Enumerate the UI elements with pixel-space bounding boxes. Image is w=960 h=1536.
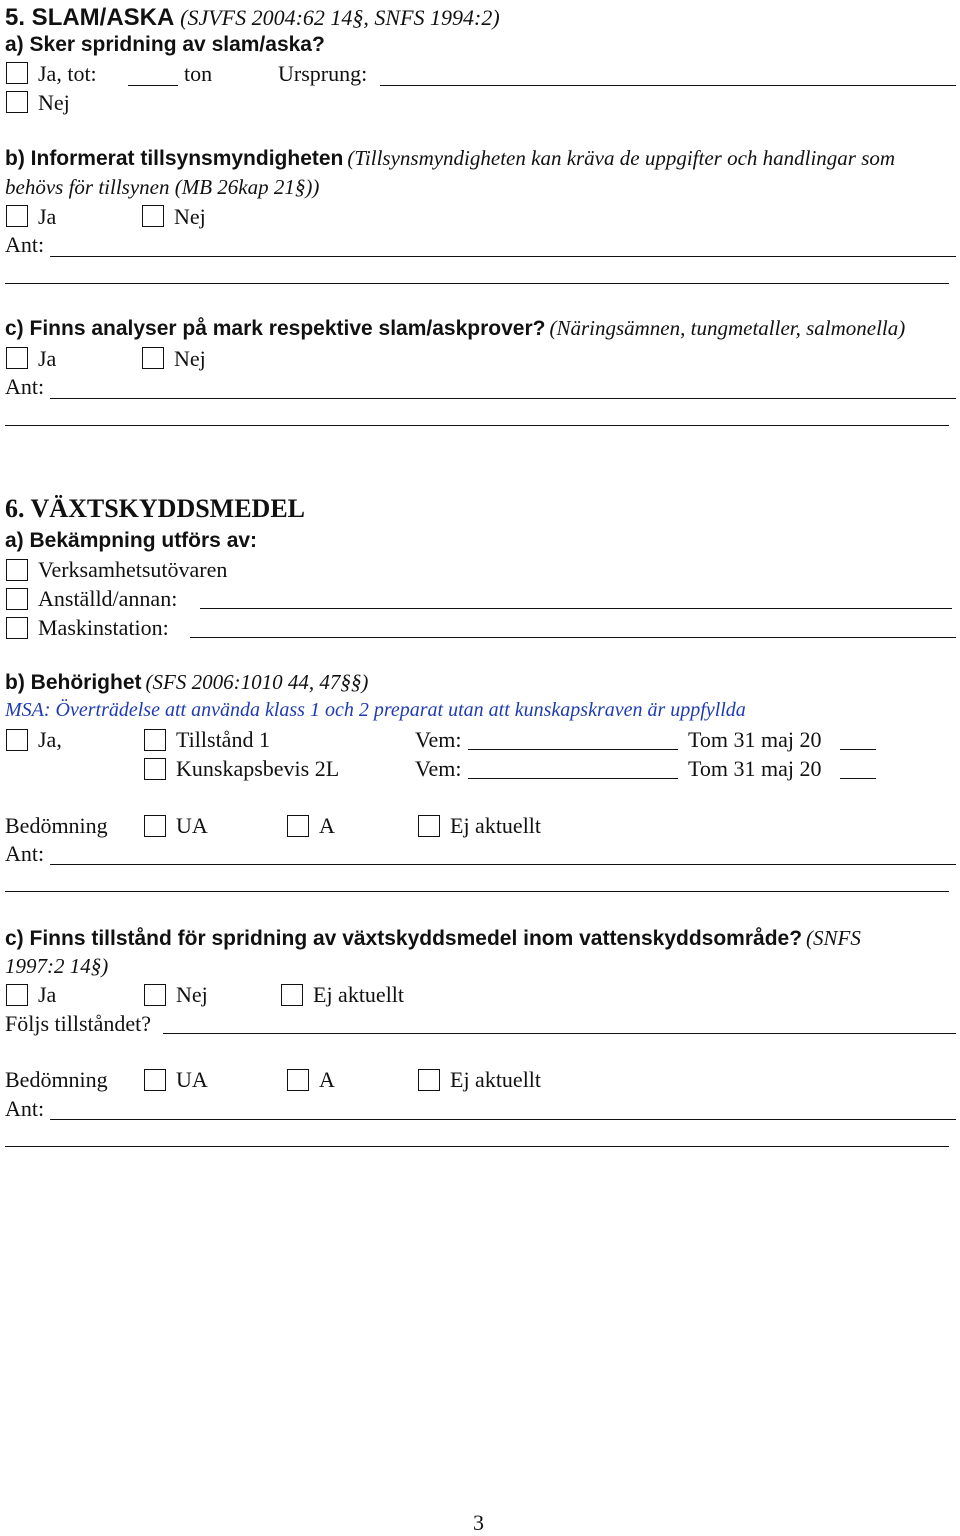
checkbox-6a-maskinstation[interactable] — [6, 617, 28, 639]
field-6a-anstalld[interactable] — [200, 608, 952, 609]
label-6c-ja: Ja — [38, 982, 57, 1007]
label-6a-anstalld: Anställd/annan: — [38, 586, 178, 611]
ref-6c-part1: (SNFS — [806, 926, 861, 950]
label-6b-a: A — [319, 813, 335, 838]
label-5b-ant: Ant: — [5, 232, 45, 257]
field-6b-ant-line1[interactable] — [50, 864, 956, 865]
ref-6c-part2: 1997:2 14§) — [5, 954, 109, 978]
field-6b-vem-1[interactable] — [468, 749, 678, 750]
label-6c-nej: Nej — [176, 982, 208, 1007]
label-6c-ej-aktuellt: Ej aktuellt — [313, 982, 405, 1007]
checkbox-5b-ja[interactable] — [6, 205, 28, 227]
label-6b-tom-2: Tom 31 maj 20 — [688, 756, 822, 781]
label-6b-kunskapsbevis: Kunskapsbevis 2L — [176, 756, 340, 781]
checkbox-6a-verksamhetsutovaren[interactable] — [6, 559, 28, 581]
field-5a-tons[interactable] — [128, 85, 178, 86]
section-5-title-text: 5. SLAM/ASKA — [5, 4, 174, 31]
label-5b-ja: Ja — [38, 204, 57, 229]
checkbox-6b-kunskapsbevis[interactable] — [144, 758, 166, 780]
checkbox-6c-ua[interactable] — [144, 1069, 166, 1091]
label-6c-follows: Följs tillståndet? — [5, 1011, 152, 1036]
field-5b-ant-line2[interactable] — [5, 283, 949, 284]
checkbox-6c-ja[interactable] — [6, 984, 28, 1006]
checkbox-5a-nej[interactable] — [6, 91, 28, 113]
label-6c-a: A — [319, 1067, 335, 1092]
field-6b-tom-1[interactable] — [840, 749, 876, 750]
checkbox-6c-nej[interactable] — [144, 984, 166, 1006]
field-6a-maskinstation[interactable] — [190, 637, 956, 638]
checkbox-6b-a[interactable] — [287, 815, 309, 837]
label-6c-ant: Ant: — [5, 1096, 45, 1121]
checkbox-5a-ja[interactable] — [6, 62, 28, 84]
checkbox-5c-ja[interactable] — [6, 347, 28, 369]
checkbox-6b-ej-aktuellt[interactable] — [418, 815, 440, 837]
page-number: 3 — [473, 1510, 484, 1535]
checkbox-5c-nej[interactable] — [142, 347, 164, 369]
label-5a-ton: ton — [184, 61, 213, 86]
msa-note-6b: MSA: Överträdelse att använda klass 1 och 2 preparat utan att kunskapskraven är uppfyllda — [5, 699, 746, 721]
section-6-title: 6. VÄXTSKYDDSMEDEL — [5, 494, 306, 523]
label-6a-verksamhetsutovaren: Verksamhetsutövaren — [38, 557, 228, 582]
question-5b: b) Informerat tillsynsmyndigheten — [5, 147, 344, 170]
field-6b-ant-line2[interactable] — [5, 891, 949, 892]
label-6b-ej-aktuellt: Ej aktuellt — [450, 813, 542, 838]
label-6b-ant: Ant: — [5, 841, 45, 866]
section-5-ref: (SJVFS 2004:62 14§, SNFS 1994:2) — [180, 5, 500, 30]
checkbox-6c-ej-aktuellt[interactable] — [281, 984, 303, 1006]
checkbox-6a-anstalld[interactable] — [6, 588, 28, 610]
field-6b-vem-2[interactable] — [468, 778, 678, 779]
field-6c-ant-line1[interactable] — [50, 1119, 956, 1120]
note-5b-line1: (Tillsynsmyndigheten kan kräva de uppgifter och handlingar som — [347, 146, 896, 170]
checkbox-5b-nej[interactable] — [142, 205, 164, 227]
label-5c-nej: Nej — [174, 346, 206, 371]
label-5a-ursprung: Ursprung: — [278, 61, 368, 86]
checkbox-6b-ua[interactable] — [144, 815, 166, 837]
field-5c-ant-line1[interactable] — [50, 398, 956, 399]
label-6b-vem-2: Vem: — [415, 756, 462, 781]
field-5c-ant-line2[interactable] — [5, 425, 949, 426]
field-6c-follows[interactable] — [163, 1033, 956, 1034]
question-5b-line1 — [5, 146, 895, 171]
question-6b: b) Behörighet — [5, 671, 142, 694]
checkbox-6b-tillstand1[interactable] — [144, 729, 166, 751]
label-6c-ua: UA — [176, 1067, 208, 1092]
label-6b-ua: UA — [176, 813, 208, 838]
field-5a-ursprung[interactable] — [380, 85, 956, 86]
checkbox-6c-a[interactable] — [287, 1069, 309, 1091]
section-5-title — [5, 4, 500, 32]
label-6b-tom-1: Tom 31 maj 20 — [688, 727, 822, 752]
label-6c-bedomning-ej-aktuellt: Ej aktuellt — [450, 1067, 542, 1092]
question-6b-line — [5, 670, 368, 695]
label-6b-bedomning: Bedömning — [5, 813, 108, 838]
label-6a-maskinstation: Maskinstation: — [38, 615, 169, 640]
question-6c: c) Finns tillstånd för spridning av växtskyddsmedel inom vattenskyddsområde? — [5, 927, 803, 950]
label-5a-ja: Ja, tot: — [38, 61, 97, 86]
label-5b-nej: Nej — [174, 204, 206, 229]
checkbox-6b-ja[interactable] — [6, 729, 28, 751]
field-6c-ant-line2[interactable] — [5, 1146, 949, 1147]
label-6b-ja: Ja, — [38, 727, 62, 752]
question-5c-line — [5, 316, 905, 341]
note-5c: (Näringsämnen, tungmetaller, salmonella) — [549, 316, 906, 340]
label-6b-vem-1: Vem: — [415, 727, 462, 752]
question-5a: a) Sker spridning av slam/aska? — [5, 33, 325, 56]
label-5a-nej: Nej — [38, 90, 70, 115]
note-5b-line2: behövs för tillsynen (MB 26kap 21§)) — [5, 175, 320, 199]
checkbox-6c-bedomning-ej-aktuellt[interactable] — [418, 1069, 440, 1091]
label-5c-ant: Ant: — [5, 374, 45, 399]
field-5b-ant-line1[interactable] — [50, 256, 956, 257]
question-6c-line1 — [5, 926, 861, 951]
ref-6b: (SFS 2006:1010 44, 47§§) — [145, 670, 369, 694]
label-6b-tillstand1: Tillstånd 1 — [176, 727, 270, 752]
label-6c-bedomning: Bedömning — [5, 1067, 108, 1092]
question-6a: a) Bekämpning utförs av: — [5, 529, 258, 552]
field-6b-tom-2[interactable] — [840, 778, 876, 779]
label-5c-ja: Ja — [38, 346, 57, 371]
question-5c: c) Finns analyser på mark respektive slam/askprover? — [5, 317, 546, 340]
